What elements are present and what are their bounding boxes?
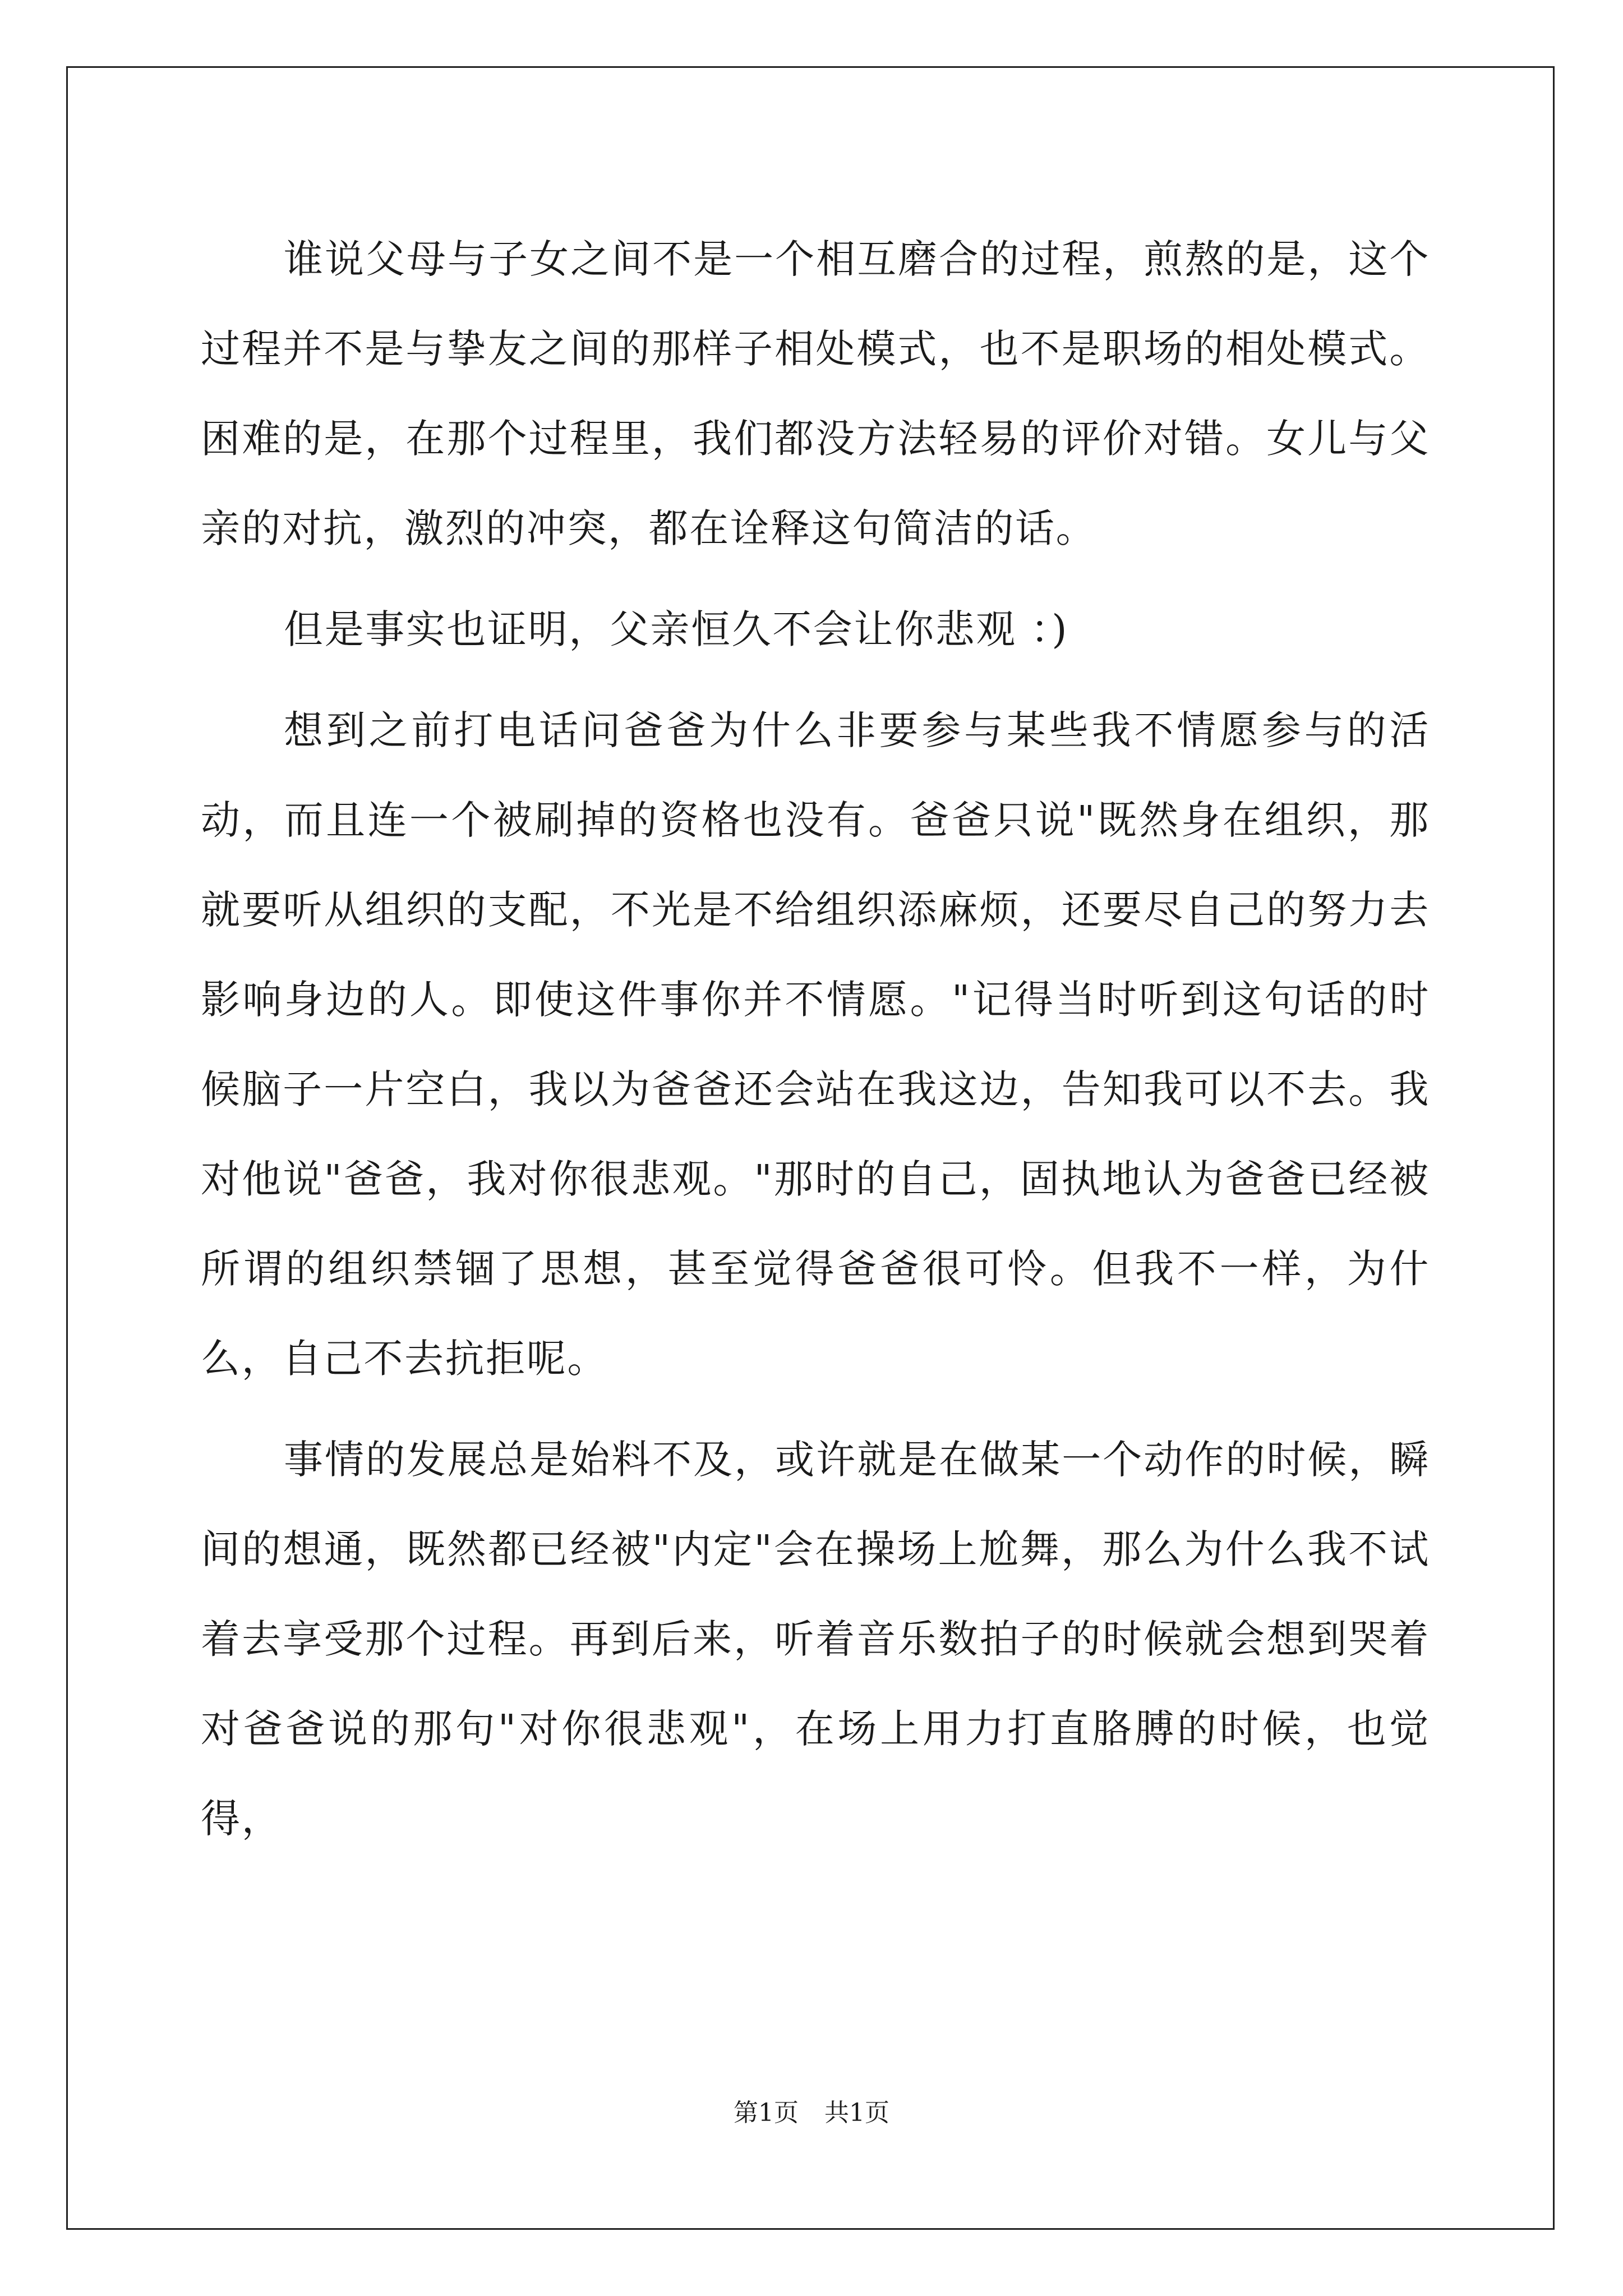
document-body (201, 214, 1430, 1875)
page-footer (0, 2092, 1623, 2128)
paragraph-3: 想到之前打电话问爸爸为什么非要参与某些我不情愿参与的活动，而且连一个被刷掉的资格也没有。爸爸只说"既然身在组织，那就要听从组织的支配，不光是不给组织添麻烦，还要尽自己的努力去影响身边的人。即使这件事你并不情愿。"记得当时听到这句话的时候脑子一片空白，我以为爸爸还会站在我这边，告知我可以不去。我对他说"爸爸，我对你很悲观。"那时的自己，固执地认为爸爸已经被所谓的组织禁锢了思想，甚至觉得爸爸很可怜。但我不一样，为什么，自己不去抗拒呢。 (201, 707, 1430, 1382)
paragraph-4: 事情的发展总是始料不及，或许就是在做某一个动作的时候，瞬间的想通，既然都已经被"内定"会在操场上尬舞，那么为什么我不试着去享受那个过程。再到后来，听着音乐数拍子的时候就会想到哭着对爸爸说的那句"对你很悲观"，在场上用力打直胳膊的时候，也觉得， (201, 1437, 1430, 1842)
paragraph-1: 谁说父母与子女之间不是一个相互磨合的过程，煎熬的是，这个过程并不是与挚友之间的那样子相处模式，也不是职场的相处模式。困难的是，在那个过程里，我们都没方法轻易的评价对错。女儿与父亲的对抗，激烈的冲突，都在诠释这句简洁的话。 (201, 236, 1430, 551)
page-total: 共1页 (824, 2099, 889, 2127)
page-number: 第1页 (734, 2099, 799, 2127)
paragraph-2: 但是事实也证明，父亲恒久不会让你悲观 ：) (284, 606, 1069, 652)
